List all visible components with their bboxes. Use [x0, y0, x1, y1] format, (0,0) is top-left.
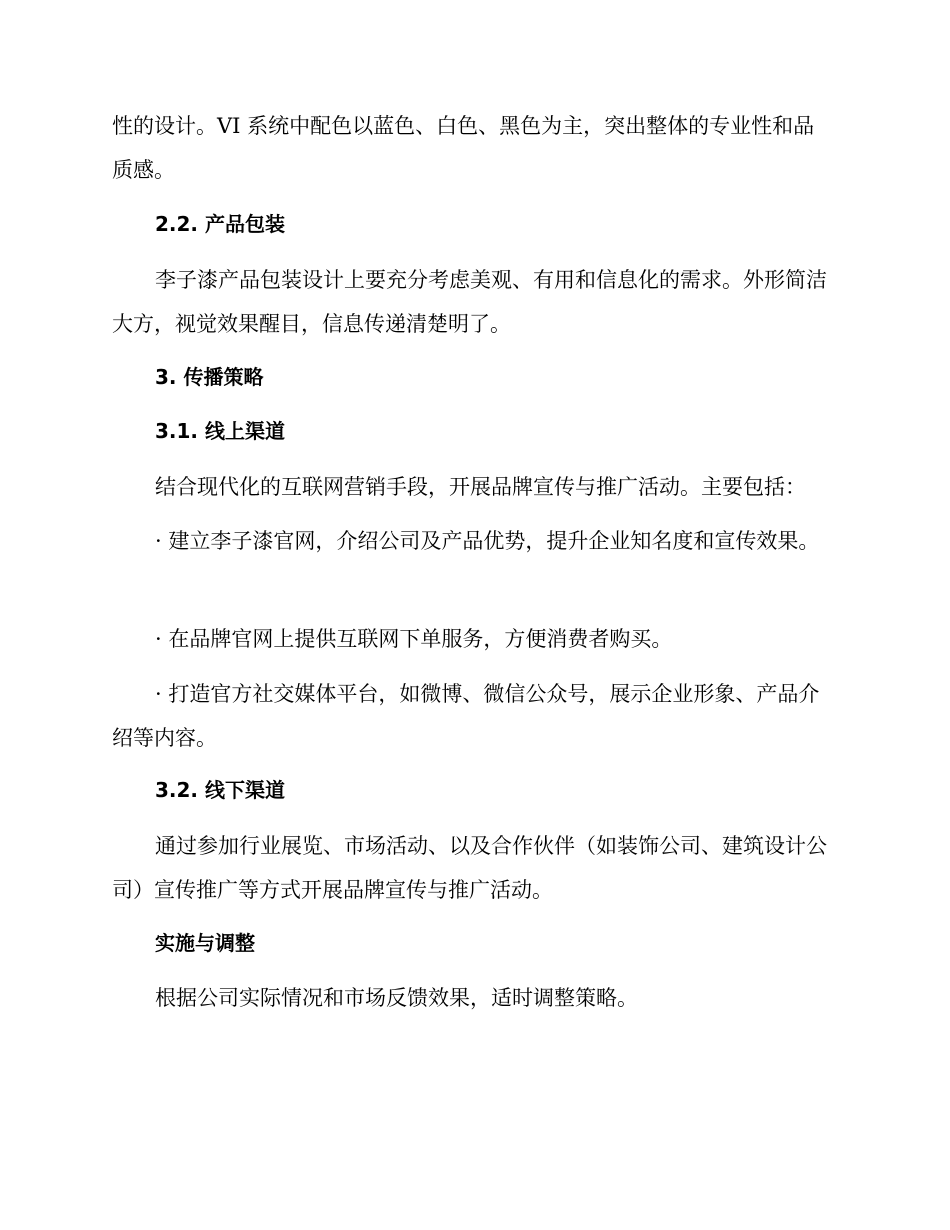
heading-3-2-offline-channels: 3.2. 线下渠道 [155, 778, 285, 802]
paragraph-vi-color: 性的设计。VI 系统中配色以蓝色、白色、黑色为主，突出整体的专业性和品质感。 [112, 114, 815, 182]
paragraph-offline: 通过参加行业展览、市场活动、以及合作伙伴（如装饰公司、建筑设计公司）宣传推广等方式开展品牌宣传与推广活动。 [112, 834, 827, 902]
bullet-social-media: · 打造官方社交媒体平台，如微博、微信公众号，展示企业形象、产品介绍等内容。 [112, 682, 820, 750]
heading-3-communication-strategy: 3. 传播策略 [155, 365, 264, 389]
bullet-official-website: · 建立李子漆官网，介绍公司及产品优势，提升企业知名度和宣传效果。 [155, 529, 820, 553]
heading-2-2-product-packaging: 2.2. 产品包装 [155, 212, 285, 236]
bullet-online-ordering: · 在品牌官网上提供互联网下单服务，方便消费者购买。 [155, 627, 673, 651]
heading-implementation-adjustment: 实施与调整 [155, 931, 255, 955]
paragraph-implementation: 根据公司实际情况和市场反馈效果，适时调整策略。 [155, 986, 638, 1010]
paragraph-packaging: 李子漆产品包装设计上要充分考虑美观、有用和信息化的需求。外形简洁大方，视觉效果醒目，信息传递清楚明了。 [112, 268, 827, 336]
heading-3-1-online-channels: 3.1. 线上渠道 [155, 419, 285, 443]
paragraph-online-intro: 结合现代化的互联网营销手段，开展品牌宣传与推广活动。主要包括： [155, 475, 806, 499]
